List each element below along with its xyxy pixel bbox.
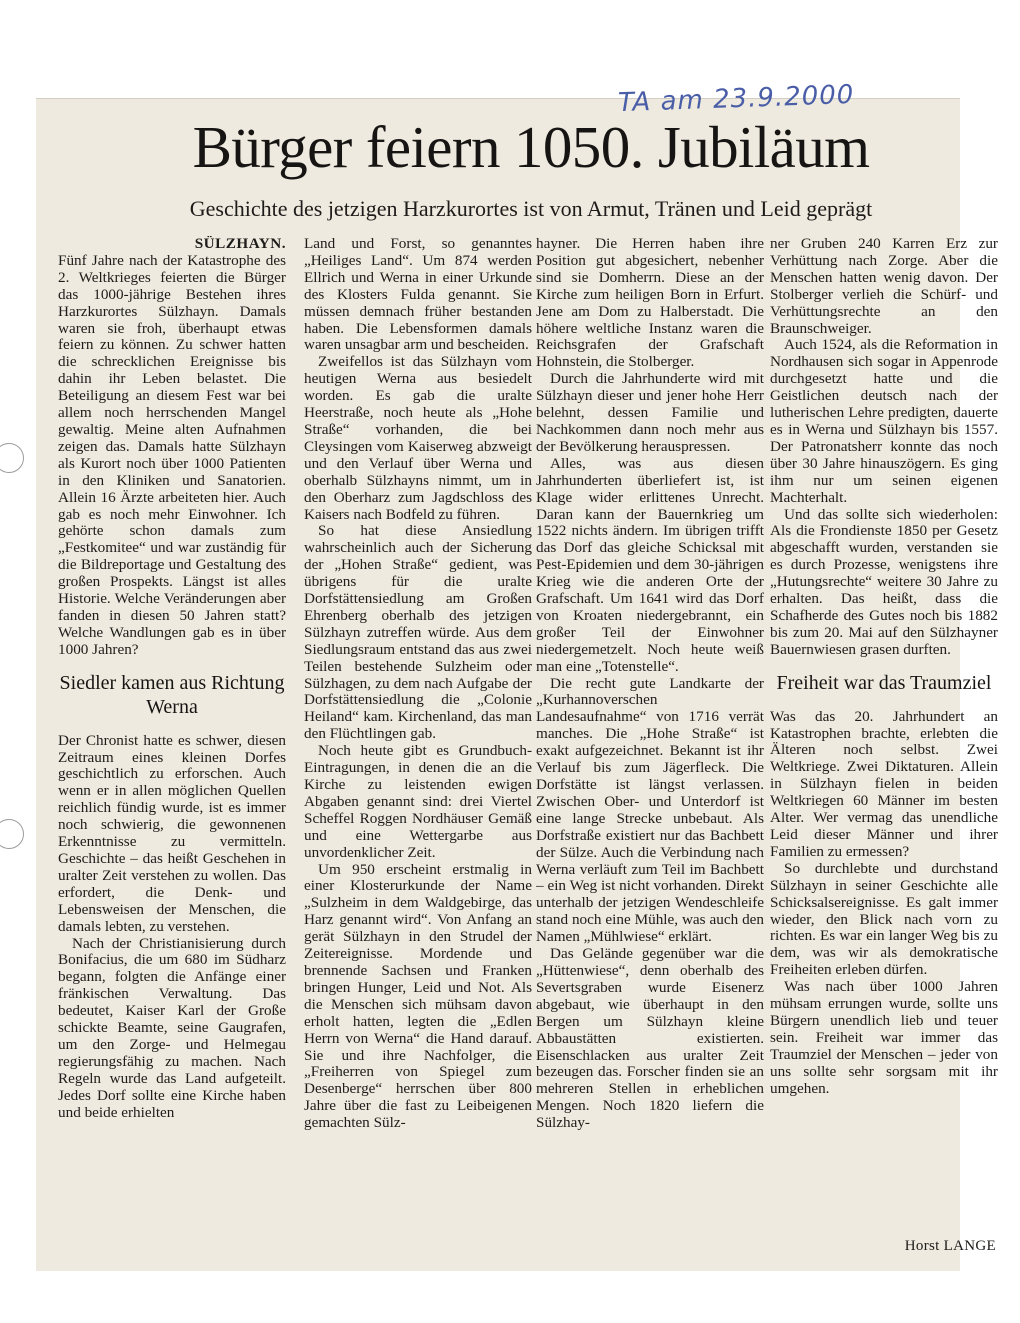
paragraph: Was nach über 1000 Jahren mühsam errungen wurde, sollte uns Bürgern unendlich lieb und teuer sein. Freiheit war immer das Traumziel der Menschen – jeder von uns sollte sehr sorgsam mit ihr umgehen. [770,978,998,1097]
paragraph: Land und Forst, so genanntes „Heiliges Land“. Um 874 werden Ellrich und Werna in einer Urkunde des Klosters Fulda genannt. Sie müssen demnach früher bestanden haben. Die Lebensformen damals waren unsagbar arm und bescheiden. [304,236,532,354]
paragraph: So durchlebte und durchstand Sülzhayn in seiner Geschichte alle Schicksalsereignisse. Es galt immer wieder, den Blick nach vorn zu richten. Es war ein langer Weg bis zu dem, was wir als demokratische Freiheiten erleben dürfen. [770,859,998,979]
dateline: SÜLZHAYN. [194,236,286,252]
headline: Bürger feiern 1050. Jubiläum [192,114,870,180]
punch-hole-bottom [0,819,24,849]
paragraph: ner Gruben 240 Karren Erz zur Verhüttung nach Zorge. Aber die Menschen hatten wenig davon. Der Stolberger verlieh die Schürf- und Verhüttungsrechte an den Braunschweiger. [770,236,998,337]
subhead-siedler: Siedler kamen aus Richtung Werna [59,671,285,718]
column-4 [770,236,998,1266]
paragraph: Durch die Jahrhunderte wird mit Sülzhayn dieser und jener hohe Herr belehnt, dessen Familie und Nachkommen dann noch mehr aus der Bevölkerung herauspressen. [536,370,764,455]
paragraph: Nach der Christianisierung durch Bonifacius, die um 680 im Südharz begann, folgten die Anfänge einer fränkischen Verwaltung. Das bedeutet, Kaiser Karl der Große schickte Beamte, seine Gaugrafen, um den Zorge- und Helmegau regierungsfähig zu machen. Nach Regeln wurde das Land aufgeteilt. Jedes Dorf sollte eine Kirche haben und beide erhielten [58,934,286,1121]
subhead-freiheit: Freiheit war das Traumziel [776,671,992,694]
subheadline: Geschichte des jetzigen Harzkurortes ist von Armut, Tränen und Leid geprägt [189,196,873,221]
paragraph: Was das 20. Jahrhundert an Katastrophen brachte, erlebten die Älteren noch selbst. Zwei Weltkriege. Zwei Diktaturen. Allein in Sülzhayn fielen in beiden Weltkriegen 60 Männer im besten Alter. Wer vermag das unendliche Leid dieser Männer und ihrer Familien zu ermessen? [770,707,998,860]
column-2 [304,236,532,1266]
paragraph: Noch heute gibt es Grundbuch-Eintragungen, in denen die an die Kirche zu leistenden ewigen Abgaben genannt sind: drei Viertel Scheffel Roggen Nordhäuser Gemäß und eine Wettergarbe aus unvordenklicher Zeit. [304,742,532,861]
paragraph: Das Gelände gegenüber war die „Hüttenwiese“, denn oberhalb des Severtsgraben wurde Eisenerz abgebaut, wie überhaupt in den Bergen um Sülzhayn kleine Abbaustätten existierten. Eisenschlacken aus uralter Zeit bezeugen das. Forscher finden sie an mehreren Stellen in erheblichen Mengen. Noch 1820 liefern die Sülzhay- [536,945,764,1132]
paragraph: hayner. Die Herren haben ihre Position gut abgesichert, nebenher sind sie Domherrn. Diese an der Kirche zum heiligen Born in Erfurt. Jene am Dom zu Halberstadt. Die höhere weltliche Instanz waren die Reichsgrafen der Grafschaft Hohnstein, die Stolberger. [536,236,764,371]
author-byline: Horst LANGE [904,1238,996,1254]
paragraph: Fünf Jahre nach der Katastrophe des 2. Weltkrieges feierten die Bürger das 1000-jährige Bestehen ihres Harzkurortes Sülzhayn. Damals waren sie froh, überhaupt etwas feiern zu können. Zu schwer hatten die schrecklichen Ereignisse bis dahin ihr Leben belastet. Die Beteiligung an diesem Fest war bei allem noch herrschenden Mangel gewaltig. Meine alten Aufnahmen zeigen das. Damals hatte Sülzhayn als Kurort noch über 1000 Patienten in den Kliniken und Sanatorien. Allein 16 Ärzte arbeiteten hier. Auch gab es noch mehr Einwohner. Ich gehörte schon damals zum „Festkomitee“ und war zuständig für die Bildreportage und Gestaltung des großen Prospekts. Längst ist alles Historie. Welche Veränderungen aber fanden in diesen 50 Jahren statt? Welche Wandlungen gab es in über 1000 Jahren? [58,251,286,658]
paragraph: Zweifellos ist das Sülzhayn vom heutigen Werna aus besiedelt worden. Es gab die uralte Heerstraße, noch heute als „Hohe Straße“ vorhanden, die bei Cleysingen vom Kaiserweg abzweigt und den Verlauf über Werna und oberhalb Sülzhayns nimmt, um in den Oberharz zum Jagdschloss des Kaisers nach Bodfeld zu führen. [304,353,532,523]
handwritten-date-note: TA am 23.9.2000 [617,79,855,119]
paragraph: Und das sollte sich wiederholen: Als die Frondienste 1850 per Gesetz abgeschafft wurden, verstanden sie es durch Prozesse, wenigstens ihre „Hutungsrechte“ weitere 30 Jahre zu erhalten. Das heißt, dass die Schafherde des Gutes noch bis 1882 bis zum 20. Mai auf den Sülzhayner Bauernwiesen grasen durften. [770,505,998,658]
paragraph: Auch 1524, als die Reformation in Nordhausen sich sogar in Appenrode durchgesetzt hatte und die Geistlichen deutsch nach der lutherischen Lehre predigten, dauerte es in Werna und Sülzhayn bis 1557. Der Patronatsherr konnte das noch über 30 Jahre hinauszögern. Es ging ihm nur um seinen eigenen Machterhalt. [770,336,998,506]
paragraph: Der Chronist hatte es schwer, diesen Zeitraum eines kleinen Dorfes geschichtlich zu erforschen. Auch wenn er in allen möglichen Quellen reichlich fündig wurde, ist es immer noch schwierig, die gewonnenen Erkenntnisse zu vermitteln. Geschichte – das heißt Geschehen in uralter Zeit verstehen zu wollen. Das erfordert, die Denk- und Lebensweisen der Menschen, die damals lebten, zu verstehen. [58,731,286,935]
column-3 [536,236,764,1266]
paragraph: Die recht gute Landkarte der „Kurhannoverschen Landesaufnahme“ von 1716 verrät manches. Die „Hohe Straße“ ist exakt aufgezeichnet. Bekannt ist ihr Verlauf bis zum Jägerfleck. Die Dorfstätte ist längst verlassen. Zwischen Ober- und Unterdorf ist eine lange Strecke unbebaut. Als Dorfstraße existiert nur das Bachbett der Sülze. Auch die Verbindung nach Werna verläuft zum Teil im Bachbett – ein Weg ist nicht vorhanden. Direkt unterhalb der jetzigen Wendeschleife stand noch eine Mühle, was auch den Namen „Mühlwiese“ erklärt. [536,674,764,946]
punch-hole-top [0,443,24,473]
column-1 [58,236,286,1266]
paragraph: Um 950 erscheint erstmalig in einer Klosterurkunde der Name „Sulzheim in dem Waldgebirge, das Harz genannt wird“. Von Anfang an gerät Sülzhayn in den Strudel der Zeitereignisse. Mordende und brennende Sachsen und Franken bringen Hunger, Leid und Not. Als die Menschen sich mühsam davon erholt hatten, legten die „Edlen Herrn von Werna“ die Hand darauf. Sie und ihre Nachfolger, die „Freiherren von Spiegel zum Desenberge“ herrschen über 800 Jahre über die fast zu Leibeigenen gemachten Sülz- [304,860,532,1132]
paragraph: So hat diese Ansiedlung wahrscheinlich auch der Sicherung der „Hohen Straße“ gedient, was übrigens für die uralte Dorfstättensiedlung am Großen Ehrenberg oberhalb des jetzigen Sülzhayn zutreffen würde. Aus dem Siedlungsraum entstand das aus zwei Teilen bestehende Sulzheim oder Sülzhagen, zu dem nach Aufgabe der Dorfstättensiedlung die „Colonie Heiland“ kam. Kirchenland, das man den Flüchtlingen gab. [304,522,532,743]
paragraph: Alles, was aus diesen Jahrhunderten überliefert ist, ist Klage wider erlittenes Unrecht. Daran kann der Bauernkrieg um 1522 nichts ändern. Im übrigen trifft das Dorf das gleiche Schicksal mit Pest-Epidemien und dem 30-jährigen Krieg wie die anderen Orte der Grafschaft. Um 1641 wird das Dorf von Kroaten niedergebrannt, ein großer Teil der Einwohner niedergemetzelt. Noch heute weiß man eine „Totenstelle“. [536,454,764,675]
